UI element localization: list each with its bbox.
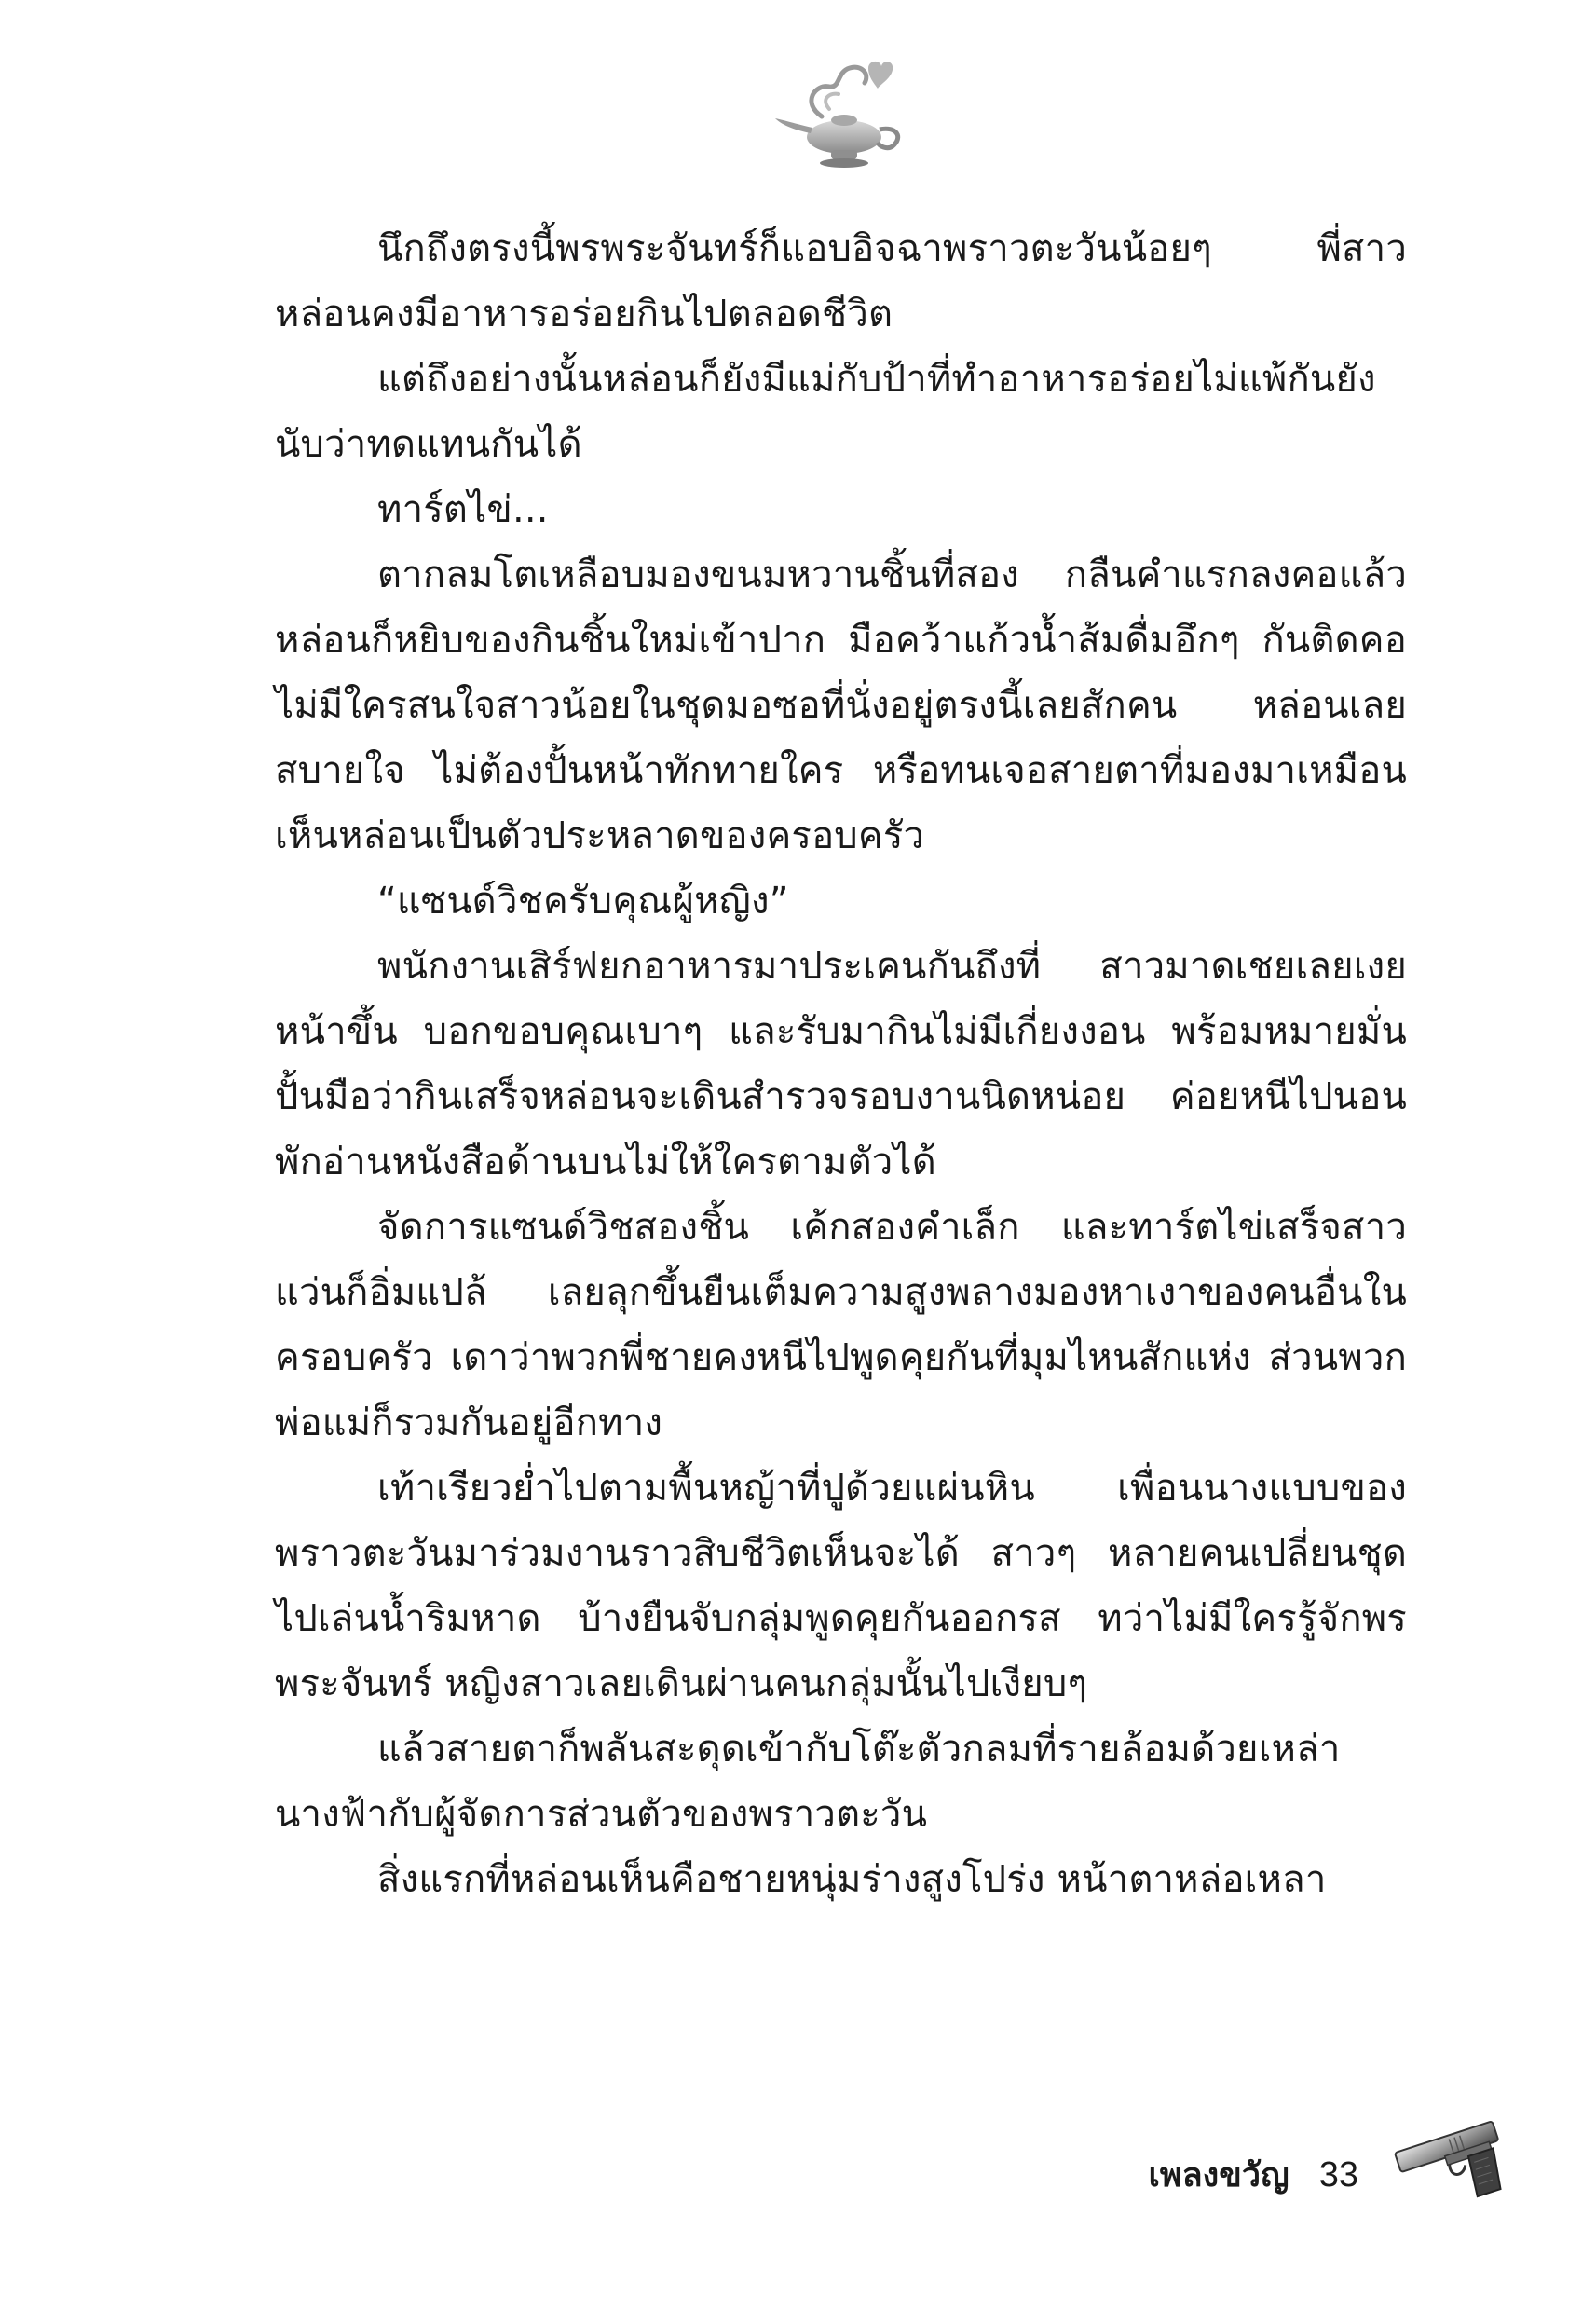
paragraph: สิ่งแรกที่หล่อนเห็นคือชายหนุ่มร่างสูงโปร่ง หน้าตาหล่อเหลา xyxy=(377,1858,1327,1901)
paragraph: ตากลมโตเหลือบมองขนมหวานชิ้นที่สอง กลืนคำแรกลงคอแล้วหล่อนก็หยิบของกินชิ้นใหม่เข้าปาก มือคว้าแก้วน้ำส้มดื่มอึกๆ กันติดคอ ไม่มีใครสนใจสาวน้อยในชุดมอซอที่นั่งอยู่ตรงนี้เลยสักคน หล่อนเลยสบายใจ ไม่ต้องปั้นหน้าทักทายใคร หรือทนเจอสายตาที่มองมาเหมือนเห็นหล่อนเป็นตัวประหลาดของครอบครัว xyxy=(275,554,1407,857)
genie-lamp-icon xyxy=(764,51,913,172)
paragraph: “แซนด์วิชครับคุณผู้หญิง” xyxy=(377,880,789,923)
paragraph: แล้วสายตาก็พลันสะดุดเข้ากับโต๊ะตัวกลมที่รายล้อมด้วยเหล่านางฟ้ากับผู้จัดการส่วนตัวของพราวตะวัน xyxy=(275,1728,1341,1836)
pistol-icon xyxy=(1390,2108,1511,2210)
page-footer xyxy=(1149,2148,1358,2201)
paragraph: เท้าเรียวย่ำไปตามพื้นหญ้าที่ปูด้วยแผ่นหิน เพื่อนนางแบบของพราวตะวันมาร่วมงานราวสิบชีวิตเห็นจะได้ สาวๆ หลายคนเปลี่ยนชุดไปเล่นน้ำริมหาด บ้างยืนจับกลุ่มพูดคุยกันออกรส ทว่าไม่มีใครรู้จักพรพระจันทร์ หญิงสาวเลยเดินผ่านคนกลุ่มนั้นไปเงียบๆ xyxy=(275,1467,1407,1705)
paragraph: ทาร์ตไข่... xyxy=(377,488,549,531)
page-number: 33 xyxy=(1318,2155,1358,2195)
paragraph: แต่ถึงอย่างนั้นหล่อนก็ยังมีแม่กับป้าที่ทำอาหารอร่อยไม่แพ้กันยังนับว่าทดแทนกันได้ xyxy=(275,358,1376,466)
chapter-text xyxy=(275,216,1407,1912)
book-title: เพลงขวัญ xyxy=(1148,2156,1289,2195)
paragraph: นึกถึงตรงนี้พรพระจันทร์ก็แอบอิจฉาพราวตะวันน้อยๆ พี่สาวหล่อนคงมีอาหารอร่อยกินไปตลอดชีวิต xyxy=(275,227,1407,335)
paragraph: จัดการแซนด์วิชสองชิ้น เค้กสองคำเล็ก และทาร์ตไข่เสร็จสาวแว่นก็อิ่มแปล้ เลยลุกขึ้นยืนเต็มความสูงพลางมองหาเงาของคนอื่นในครอบครัว เดาว่าพวกพี่ชายคงหนีไปพูดคุยกันที่มุมไหนสักแห่ง ส่วนพวกพ่อแม่ก็รวมกันอยู่อีกทาง xyxy=(275,1206,1407,1444)
paragraph: พนักงานเสิร์ฟยกอาหารมาประเคนกันถึงที่ สาวมาดเชยเลยเงยหน้าขึ้น บอกขอบคุณเบาๆ และรับมากินไม่มีเกี่ยงงอน พร้อมหมายมั่นปั้นมือว่ากินเสร็จหล่อนจะเดินสำรวจรอบงานนิดหน่อย ค่อยหนีไปนอนพักอ่านหนังสือด้านบนไม่ให้ใครตามตัวได้ xyxy=(275,945,1407,1183)
